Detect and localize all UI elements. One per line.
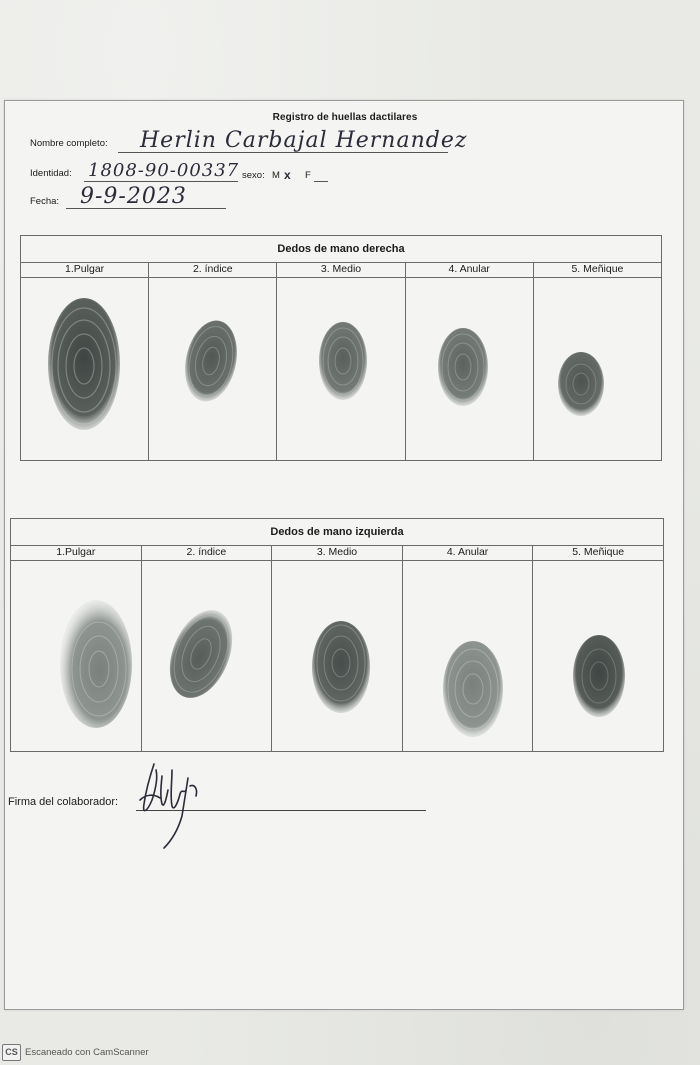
left-thumb-cell	[11, 545, 142, 751]
finger-label: 1.Pulgar	[21, 262, 148, 278]
sex-label: sexo:	[242, 170, 265, 181]
right-middle-cell	[277, 262, 405, 460]
right-hand-section	[20, 235, 662, 461]
fingerprint-image	[317, 320, 369, 402]
signature-label: Firma del colaborador:	[8, 796, 119, 808]
date-value: 9-9-2023	[80, 184, 187, 209]
sex-check-mark: x	[284, 168, 291, 182]
camscanner-logo: CS	[2, 1044, 21, 1061]
right-hand-title: Dedos de mano derecha	[21, 236, 661, 263]
watermark-text: Escaneado con CamScanner	[25, 1046, 149, 1058]
finger-label: 3. Medio	[277, 262, 404, 278]
right-little-cell	[534, 262, 661, 460]
left-middle-cell	[272, 545, 403, 751]
fingerprint-image	[571, 633, 627, 719]
finger-label: 2. índice	[149, 262, 276, 278]
fingerprint-image	[556, 350, 606, 418]
finger-label: 4. Anular	[403, 545, 533, 561]
finger-label: 1.Pulgar	[11, 545, 141, 561]
fingerprint-image	[183, 318, 239, 404]
finger-label: 5. Meñique	[534, 262, 661, 278]
sex-m-option: M	[272, 170, 280, 181]
fingerprint-image	[168, 605, 234, 703]
camscanner-watermark	[2, 1043, 149, 1061]
id-underline	[84, 181, 238, 182]
fingerprint-image	[45, 296, 123, 432]
right-index-cell	[149, 262, 277, 460]
left-hand-section	[10, 518, 664, 752]
left-little-cell	[533, 545, 663, 751]
left-index-cell	[142, 545, 273, 751]
date-label: Fecha:	[30, 196, 60, 207]
fingerprint-image	[57, 597, 135, 731]
name-label: Nombre completo:	[30, 138, 108, 149]
fingerprint-image	[310, 619, 372, 715]
handwritten-signature	[128, 760, 208, 857]
id-value: 1808-90-00337	[88, 160, 240, 181]
form-title: Registro de huellas dactilares	[272, 112, 418, 123]
finger-label: 2. índice	[142, 545, 272, 561]
finger-label: 4. Anular	[406, 262, 533, 278]
name-value: Herlin Carbajal Hernandez	[140, 128, 468, 153]
right-ring-cell	[406, 262, 534, 460]
left-ring-cell	[403, 545, 534, 751]
right-thumb-cell	[21, 262, 149, 460]
sex-f-underline	[314, 181, 328, 182]
left-hand-title: Dedos de mano izquierda	[11, 519, 663, 546]
id-label: Identidad:	[30, 168, 72, 179]
finger-label: 5. Meñique	[533, 545, 663, 561]
fingerprint-image	[441, 639, 505, 741]
finger-label: 3. Medio	[272, 545, 402, 561]
sex-f-option: F	[305, 170, 311, 181]
fingerprint-image	[436, 326, 490, 408]
